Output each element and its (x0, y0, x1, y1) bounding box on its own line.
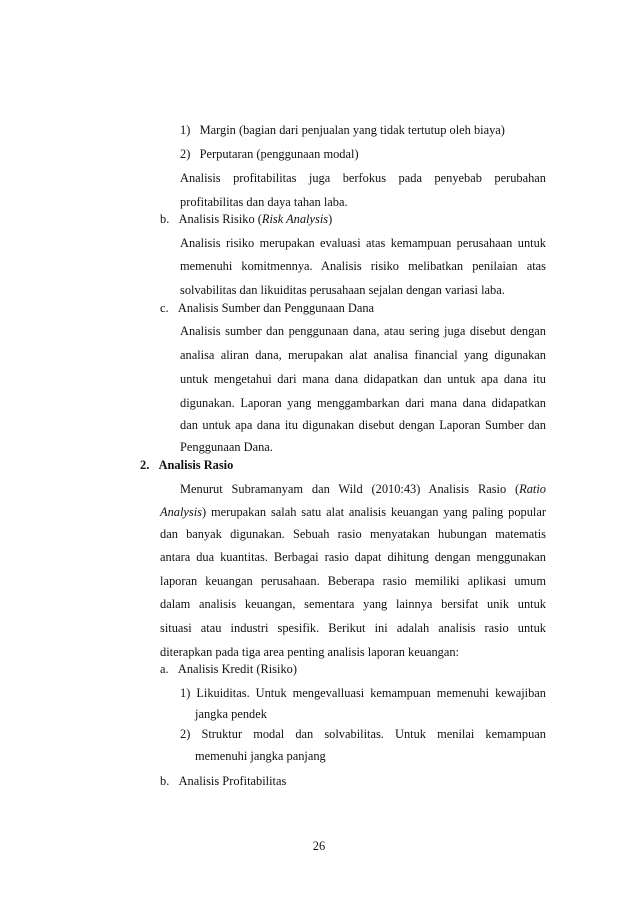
paragraph-line: analisa aliran dana, merupakan alat analisa financial yang digunakan (180, 348, 546, 362)
list-item-struktur-modal: 2) Struktur modal dan solvabilitas. Untuk menilai kemampuan (180, 727, 546, 741)
list-item-margin: 1) Margin (bagian dari penjualan yang tidak tertutup oleh biaya) (180, 123, 505, 137)
subheading-sumber-dana: c. Analisis Sumber dan Penggunaan Dana (160, 301, 375, 315)
paragraph-line: Analisis sumber dan penggunaan dana, atau sering juga disebut dengan (180, 324, 546, 338)
paragraph-line: Analisis risiko merupakan evaluasi atas kemampuan perusahaan untuk (180, 236, 546, 250)
paragraph-line: profitabilitas dan daya tahan laba. (180, 195, 348, 209)
paragraph-line: dalam analisis keuangan, sementara yang lainnya bersifat unik untuk (160, 597, 546, 611)
paragraph-line: dan banyak digunakan. Sebuah rasio menyatakan hubungan matematis (160, 527, 546, 541)
paragraph-line: solvabilitas dan likuiditas perusahaan sejalan dengan variasi laba. (180, 283, 505, 297)
paragraph-line: laporan keuangan perusahaan. Beberapa rasio memiliki aplikasi umum (160, 574, 546, 588)
paragraph-line: memenuhi jangka panjang (195, 749, 326, 763)
paragraph-line: dan untuk apa dana itu digunakan disebut dengan Laporan Sumber dan (180, 418, 546, 432)
paragraph-line: antara dua kuantitas. Berbagai rasio dapat dihitung dengan menggunakan (160, 550, 546, 564)
paragraph-line: untuk mengetahui dari mana dana didapatkan dan untuk apa dana itu (180, 372, 546, 386)
subheading-analisis-kredit: a. Analisis Kredit (Risiko) (160, 662, 297, 676)
paragraph-line: diterapkan pada tiga area penting analisis laporan keuangan: (160, 645, 459, 659)
section-heading-analisis-rasio: 2. Analisis Rasio (140, 458, 234, 472)
list-item-likuiditas: 1) Likuiditas. Untuk mengevalluasi kemampuan memenuhi kewajiban (180, 686, 546, 700)
paragraph-line: Penggunaan Dana. (180, 440, 273, 454)
paragraph-line: memenuhi komitmennya. Analisis risiko melibatkan penilaian atas (180, 259, 546, 273)
page-number: 26 (312, 839, 326, 853)
subheading-analisis-profitabilitas: b. Analisis Profitabilitas (160, 774, 287, 788)
subheading-risk-analysis: b. Analisis Risiko (Risk Analysis) (160, 212, 333, 226)
paragraph-line: Analisis profitabilitas juga berfokus pada penyebab perubahan (180, 171, 546, 185)
paragraph-line: Menurut Subramanyam dan Wild (2010:43) Analisis Rasio (Ratio (180, 482, 546, 496)
paragraph-line: situasi atau industri spesifik. Berikut ini adalah analisis rasio untuk (160, 621, 546, 635)
paragraph-line: jangka pendek (195, 707, 267, 721)
italic-term: Risk Analysis (261, 212, 329, 226)
paragraph-line: Analysis) merupakan salah satu alat analisis keuangan yang paling popular (160, 505, 546, 519)
italic-term: Analysis (160, 505, 202, 519)
paragraph-line: digunakan. Laporan yang menggambarkan dari mana dana didapatkan (180, 396, 546, 410)
italic-term: Ratio (519, 482, 546, 496)
list-item-perputaran: 2) Perputaran (penggunaan modal) (180, 147, 359, 161)
